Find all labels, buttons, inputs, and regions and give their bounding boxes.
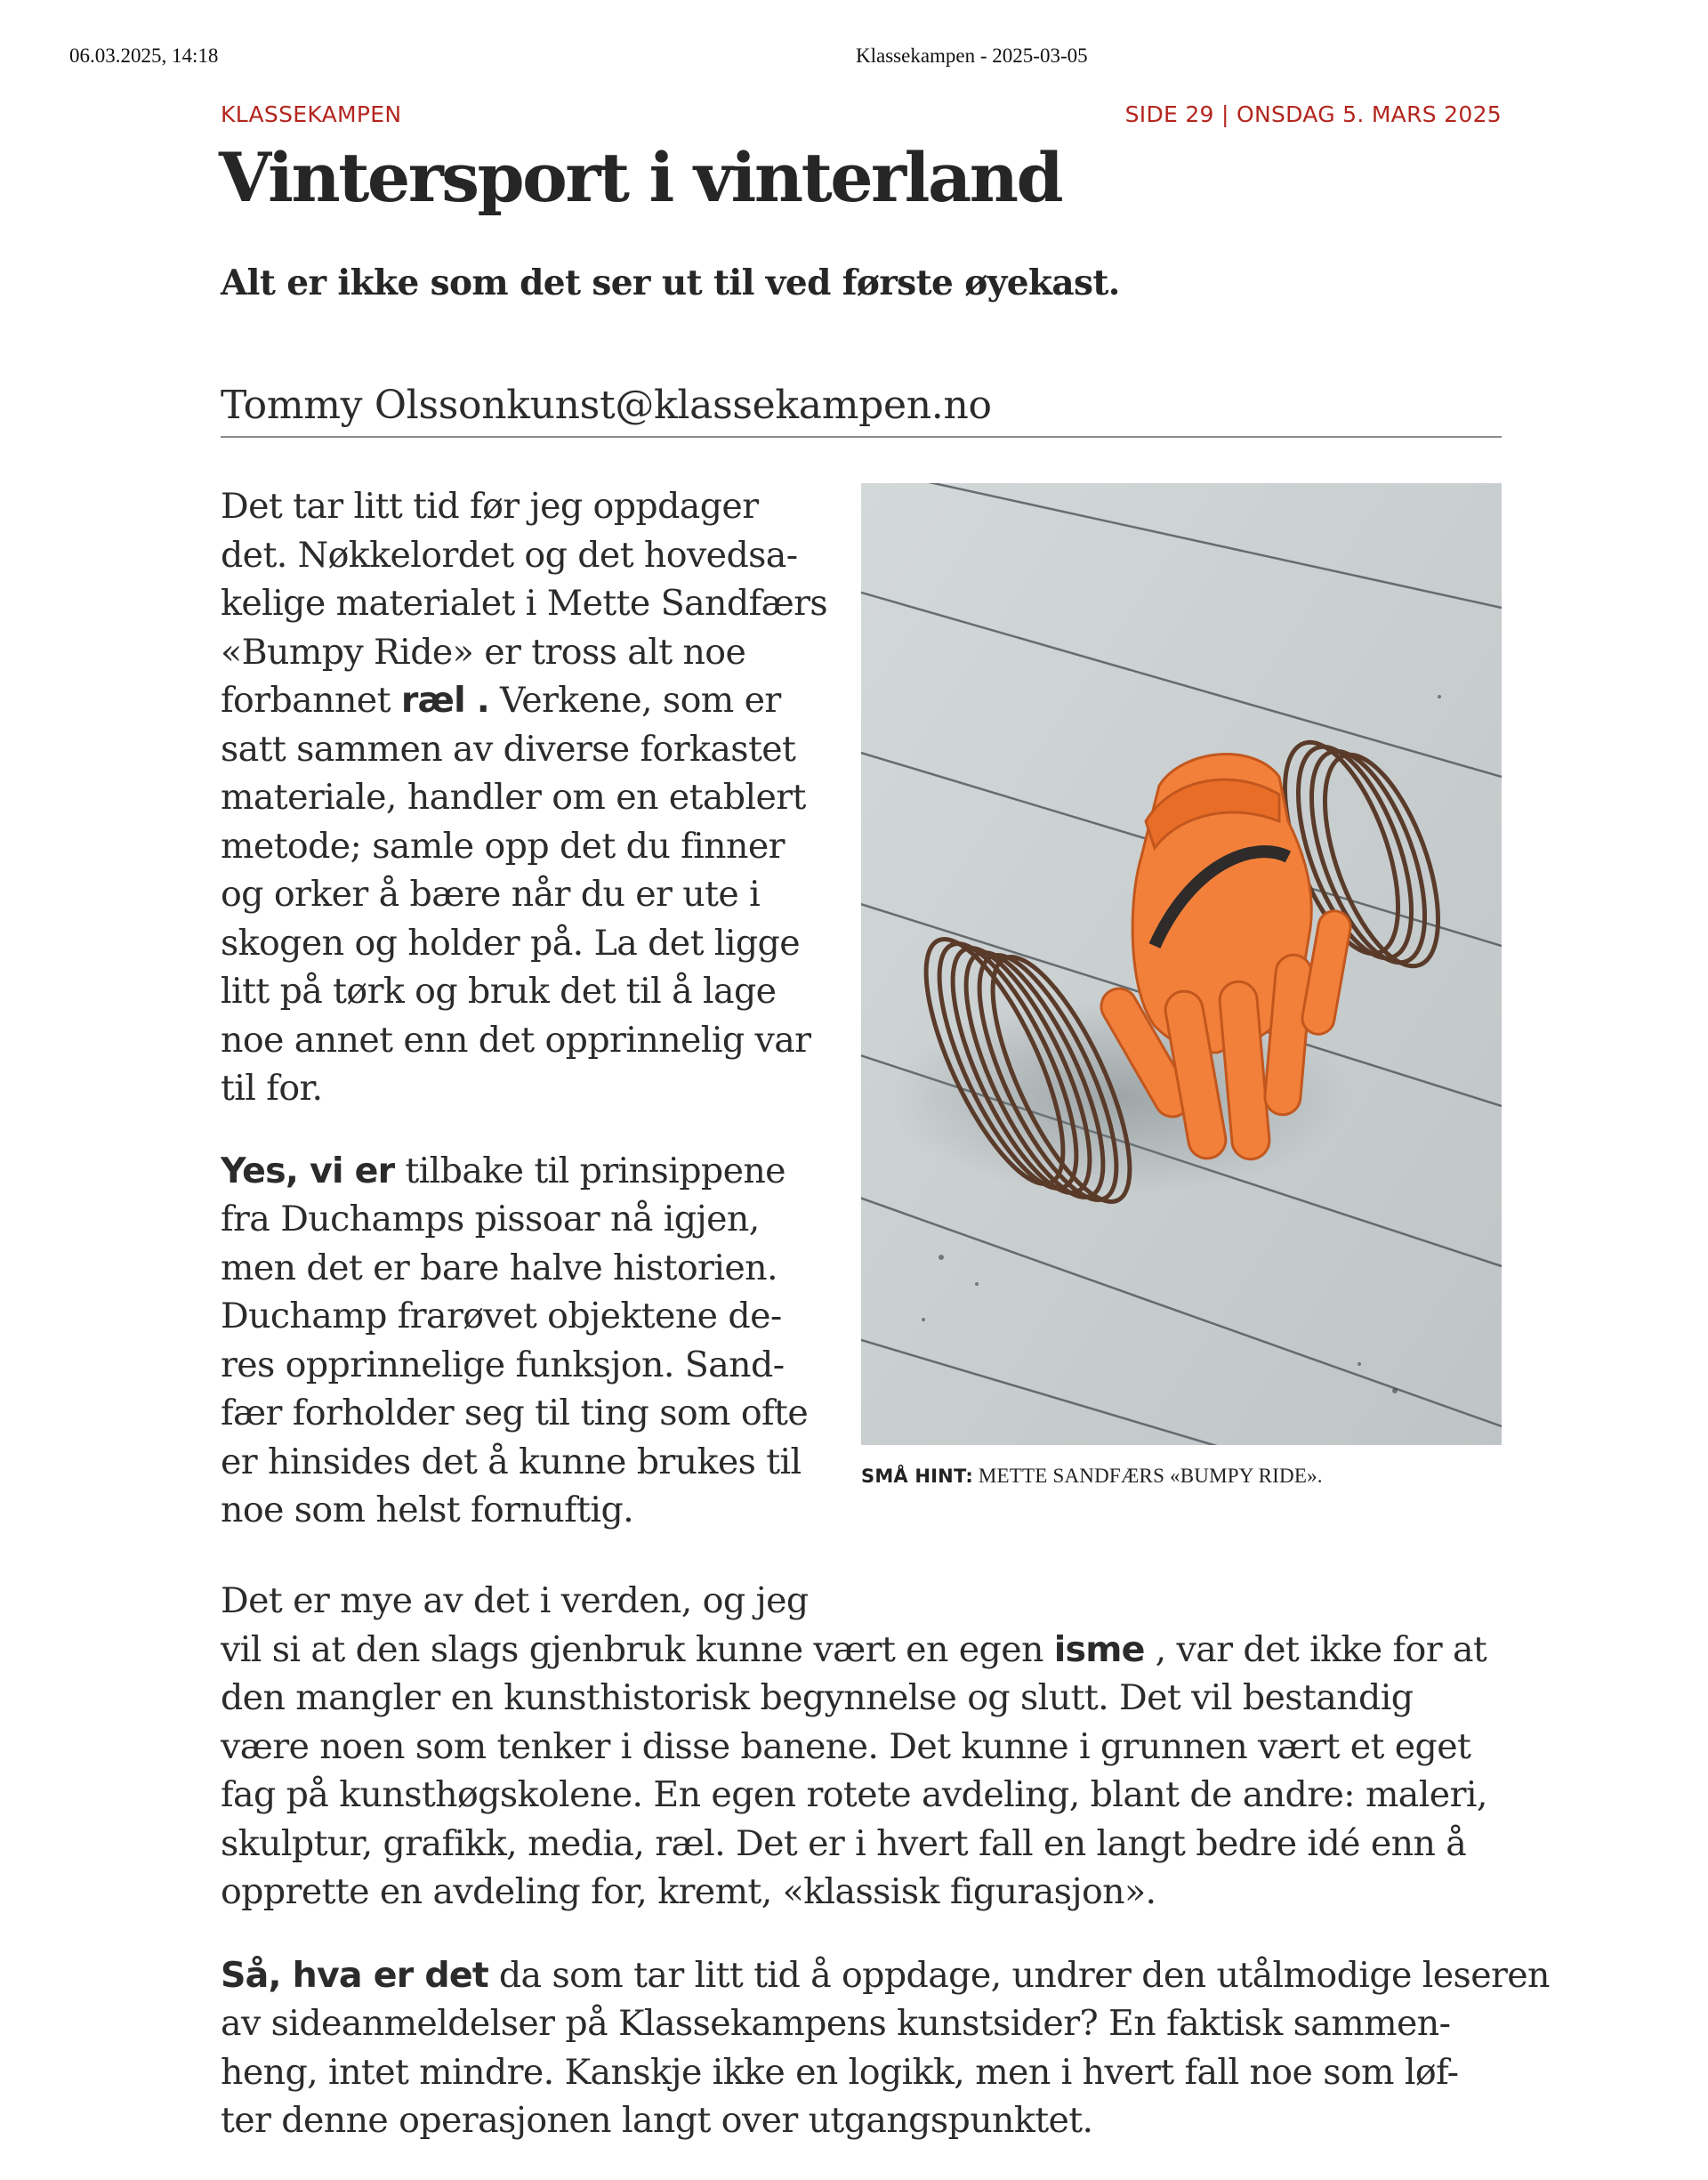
bold-lead: Så, hva er det xyxy=(221,1954,488,1996)
text-line: fra Duchamps pissoar nå igjen, xyxy=(221,1199,760,1239)
caption-lead: SMÅ HINT: xyxy=(861,1465,973,1487)
page-and-date: SIDE 29 | ONSDAG 5. MARS 2025 xyxy=(1124,101,1502,127)
text-line xyxy=(221,1629,1486,1670)
text-line: skulptur, grafikk, media, ræl. Det er i hvert fall en langt bedre idé enn å xyxy=(221,1822,1467,1864)
text-line: skogen og holder på. La det ligge xyxy=(221,922,801,964)
text-line: til for. xyxy=(221,1068,323,1109)
kicker xyxy=(221,101,1502,132)
print-document-title: Klassekampen - 2025-03-05 xyxy=(856,44,1088,67)
artwork-photo xyxy=(861,483,1502,1445)
text-line xyxy=(221,1955,1550,1996)
article-figure xyxy=(861,483,1502,1488)
figure-caption xyxy=(861,1465,1502,1488)
text-line: den mangler en kunsthistorisk begynnelse og slutt. Det vil bestandig xyxy=(221,1677,1414,1718)
text-line: satt sammen av diverse forkastet xyxy=(221,728,796,770)
text-line: metode; samle opp det du finner xyxy=(221,825,785,867)
text-line: det. Nøkkelordet og det hovedsa- xyxy=(221,534,798,576)
text-line: res opprinnelige funksjon. Sand- xyxy=(221,1344,785,1385)
text-line: ter denne operasjonen langt over utgangspunktet. xyxy=(221,2100,1093,2141)
text-line: fag på kunsthøgskolene. En egen rotete avdeling, blant de andre: maleri, xyxy=(221,1774,1487,1815)
paragraph xyxy=(221,482,826,1113)
headline: Vintersport i vinterland xyxy=(219,138,1062,217)
text-line: Duchamp frarøvet objektene de- xyxy=(221,1296,782,1336)
bold-lead: Yes, vi er xyxy=(221,1150,395,1191)
byline: Tommy Olssonkunst@klassekampen.no xyxy=(221,383,1502,438)
text-line: fær forholder seg til ting som ofte xyxy=(221,1393,809,1433)
text-line: opprette en avdeling for, kremt, «klassisk figurasjon». xyxy=(221,1871,1156,1912)
article-column xyxy=(221,482,826,1569)
paragraph xyxy=(221,1951,1550,2145)
paragraph xyxy=(221,1577,1502,1917)
caption-text: METTE SANDFÆRS «BUMPY RIDE». xyxy=(972,1465,1323,1487)
article-body-wide xyxy=(221,1577,1550,2180)
text-run: forbannet xyxy=(221,680,401,721)
text-line xyxy=(221,680,781,721)
bold-lead: ræl . xyxy=(400,680,489,721)
text-line: av sideanmeldelser på Klassekampens kunstsider? En faktisk sammen- xyxy=(221,2003,1451,2044)
publication-name: KLASSEKAMPEN xyxy=(221,101,402,127)
text-line: «Bumpy Ride» er tross alt noe xyxy=(221,631,746,673)
text-line: heng, intet mindre. Kanskje ikke en logikk, men i hvert fall noe som løf- xyxy=(221,2051,1459,2093)
text-line: og orker å bære når du er ute i xyxy=(221,874,761,915)
paragraph xyxy=(221,1147,826,1535)
text-line xyxy=(221,1151,786,1191)
text-line: er hinsides det å kunne brukes til xyxy=(221,1441,802,1482)
print-header xyxy=(0,44,1708,80)
text-line: noe som helst fornuftig. xyxy=(221,1490,634,1530)
text-line: litt på tørk og bruk det til å lage xyxy=(221,971,777,1012)
text-run: vil si at den slags gjenbruk kunne vært en egen xyxy=(221,1628,1054,1670)
text-line: være noen som tenker i disse banene. Det kunne i grunnen vært et eget xyxy=(221,1725,1471,1767)
text-line: Det er mye av det i verden, og jeg xyxy=(221,1580,809,1621)
text-line: noe annet enn det opprinnelig var xyxy=(221,1019,811,1061)
standfirst: Alt er ikke som det ser ut til ved første øyekast. xyxy=(221,262,1120,303)
text-run: Verkene, som er xyxy=(488,680,781,721)
text-line: Det tar litt tid før jeg oppdager xyxy=(221,486,759,527)
text-line: men det er bare halve historien. xyxy=(221,1247,777,1288)
text-line: materiale, handler om en etablert xyxy=(221,777,806,818)
bold-lead: isme xyxy=(1053,1628,1145,1670)
text-line: kelige materialet i Mette Sandfærs xyxy=(221,583,828,624)
text-run: da som tar litt tid å oppdage, undrer den utålmodige leseren xyxy=(487,1954,1550,1996)
text-run: , var det ikke for at xyxy=(1144,1628,1487,1670)
print-datetime: 06.03.2025, 14:18 xyxy=(69,44,219,67)
text-run: tilbake til prinsippene xyxy=(394,1150,786,1191)
